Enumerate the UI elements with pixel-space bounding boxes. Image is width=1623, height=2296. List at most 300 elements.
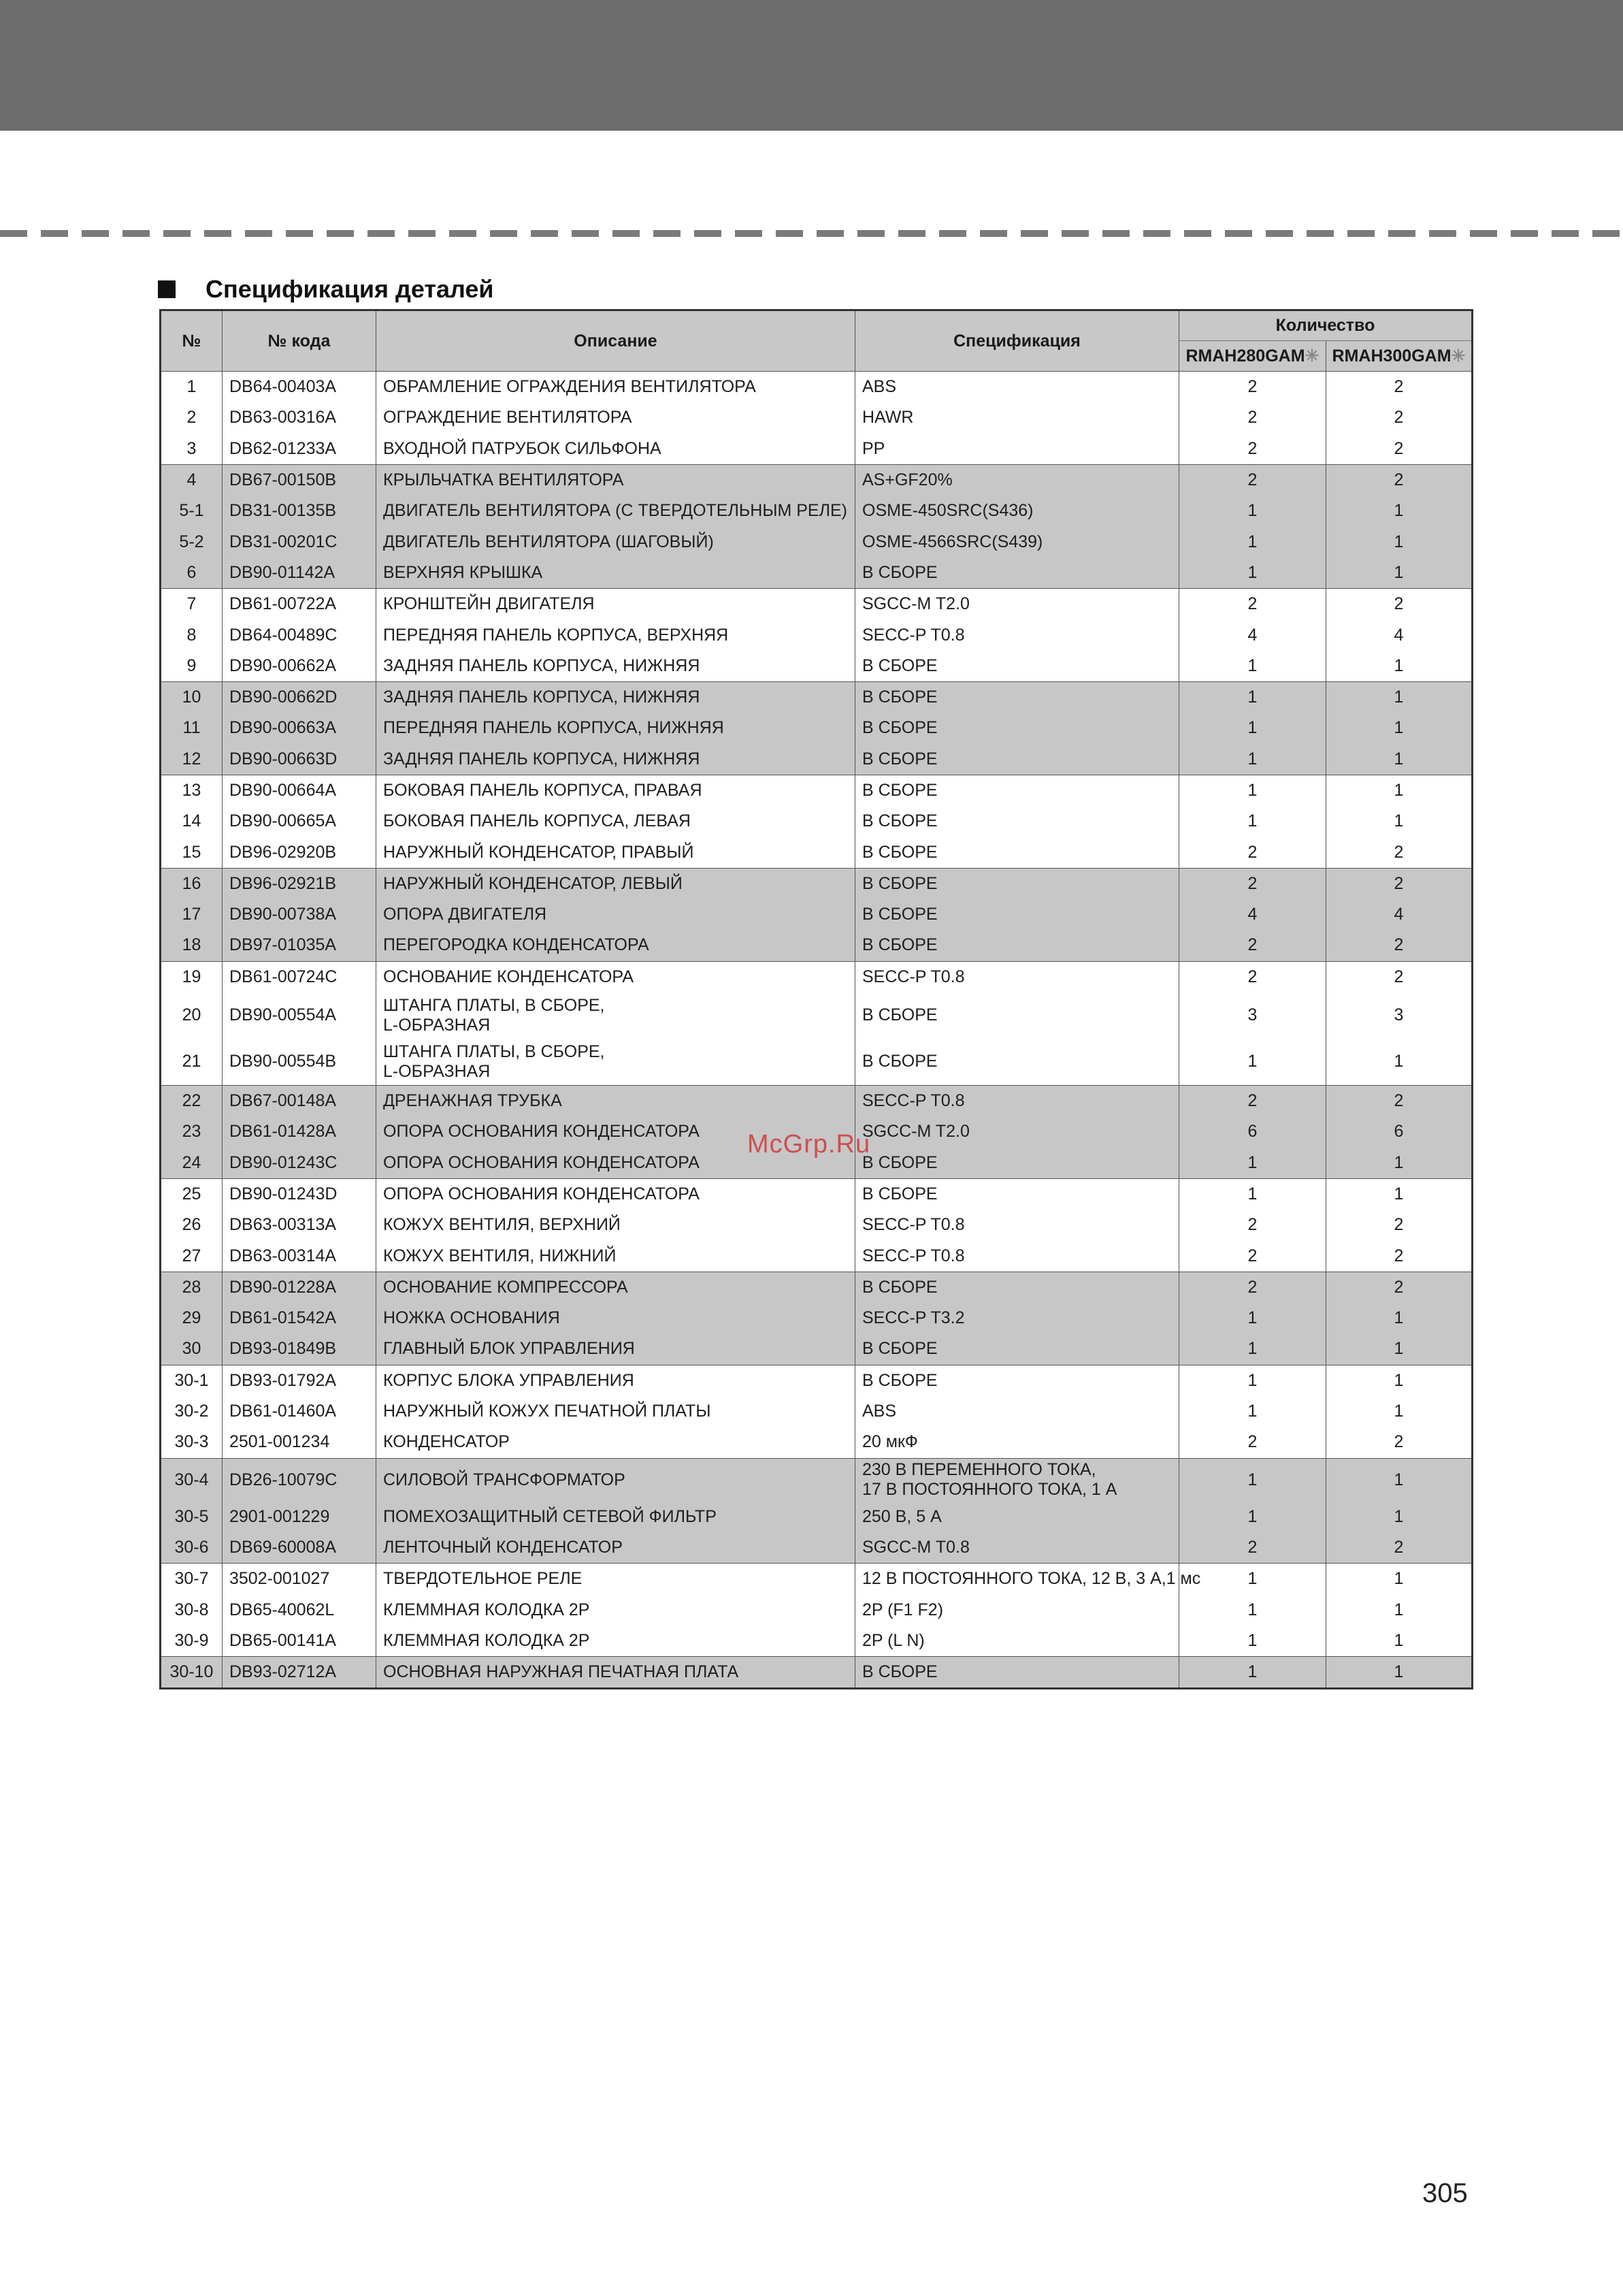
cell-specification <box>855 619 1179 650</box>
header-model-rmah280gam: RMAH280GAM✳ <box>1179 341 1326 372</box>
cell-no: 30-4 <box>161 1458 223 1502</box>
cell-specification <box>855 1396 1179 1427</box>
table-row <box>161 1502 1473 1532</box>
cell-no: 21 <box>161 1039 223 1086</box>
description-line: КЛЕММНАЯ КОЛОДКА 2P <box>383 1630 590 1650</box>
table-row <box>161 1240 1473 1272</box>
cell-qty-rmah300gam: 2 <box>1326 837 1473 868</box>
cell-no: 30-8 <box>161 1594 223 1625</box>
specification-line: В СБОРЕ <box>862 562 938 582</box>
description-line: ОГРАЖДЕНИЕ ВЕНТИЛЯТОРА <box>383 408 632 427</box>
specification-line: В СБОРЕ <box>862 656 938 675</box>
cell-description <box>376 402 855 433</box>
cell-qty-rmah280gam: 1 <box>1179 1333 1326 1365</box>
cell-code: DB93-02712A <box>223 1656 376 1688</box>
specification-line: ABS <box>862 377 897 397</box>
cell-code: DB93-01792A <box>223 1365 376 1396</box>
cell-specification <box>855 1240 1179 1272</box>
description-line: БОКОВАЯ ПАНЕЛЬ КОРПУСА, ЛЕВАЯ <box>383 811 691 831</box>
cell-specification <box>855 713 1179 743</box>
cell-description <box>376 1396 855 1427</box>
specification-line: AS+GF20% <box>862 470 953 490</box>
cell-description <box>376 1039 855 1086</box>
cell-no: 29 <box>161 1303 223 1333</box>
cell-qty-rmah280gam: 2 <box>1179 1272 1326 1303</box>
cell-no: 16 <box>161 868 223 899</box>
table-row <box>161 681 1473 713</box>
specification-line: PP <box>862 438 885 458</box>
description-line: КОЖУХ ВЕНТИЛЯ, НИЖНИЙ <box>383 1246 617 1265</box>
cell-description <box>376 961 855 992</box>
cell-specification <box>855 868 1179 899</box>
cell-specification <box>855 806 1179 837</box>
cell-description <box>376 930 855 961</box>
cell-no: 6 <box>161 557 223 589</box>
cell-qty-rmah300gam: 1 <box>1326 1039 1473 1086</box>
cell-no: 30-3 <box>161 1427 223 1458</box>
cell-qty-rmah280gam: 1 <box>1179 775 1326 806</box>
cell-code: DB67-00150B <box>223 464 376 496</box>
cell-specification <box>855 589 1179 620</box>
description-line: ПЕРЕДНЯЯ ПАНЕЛЬ КОРПУСА, НИЖНЯЯ <box>383 718 724 738</box>
cell-qty-rmah300gam: 1 <box>1326 744 1473 775</box>
description-line: ДВИГАТЕЛЬ ВЕНТИЛЯТОРА (С ТВЕРДОТЕЛЬНЫМ РЕЛЕ) <box>383 501 847 521</box>
table-row <box>161 1564 1473 1595</box>
cell-no: 17 <box>161 899 223 930</box>
cell-qty-rmah280gam: 1 <box>1179 557 1326 589</box>
cell-no: 30-7 <box>161 1564 223 1595</box>
cell-no: 9 <box>161 651 223 682</box>
cell-no: 30-2 <box>161 1396 223 1427</box>
description-line: ОСНОВАНИЕ КОНДЕНСАТОРА <box>383 967 634 986</box>
cell-description <box>376 1303 855 1333</box>
cell-specification <box>855 402 1179 433</box>
cell-specification <box>855 1303 1179 1333</box>
specification-line: В СБОРЕ <box>862 749 938 769</box>
cell-qty-rmah300gam: 2 <box>1326 464 1473 496</box>
asterisk-mark-icon: ✳ <box>1305 346 1319 366</box>
cell-code: 2501-001234 <box>223 1427 376 1458</box>
cell-code: DB90-01228A <box>223 1272 376 1303</box>
cell-qty-rmah280gam: 4 <box>1179 899 1326 930</box>
description-line: КОРПУС БЛОКА УПРАВЛЕНИЯ <box>383 1370 634 1390</box>
cell-qty-rmah300gam: 2 <box>1326 434 1473 465</box>
cell-specification <box>855 1178 1179 1210</box>
cell-description <box>376 806 855 837</box>
table-row <box>161 1458 1473 1502</box>
cell-qty-rmah300gam: 3 <box>1326 992 1473 1039</box>
cell-description <box>376 372 855 403</box>
cell-code: DB61-01428A <box>223 1116 376 1147</box>
description-line: НАРУЖНЫЙ КОНДЕНСАТОР, ПРАВЫЙ <box>383 842 694 862</box>
cell-no: 1 <box>161 372 223 403</box>
cell-qty-rmah280gam: 1 <box>1179 1564 1326 1595</box>
cell-description <box>376 1532 855 1564</box>
cell-no: 26 <box>161 1210 223 1240</box>
cell-qty-rmah300gam: 1 <box>1326 1594 1473 1625</box>
specification-line: В СБОРЕ <box>862 1005 938 1025</box>
cell-description <box>376 1564 855 1595</box>
cell-qty-rmah280gam: 1 <box>1179 1303 1326 1333</box>
description-line: ПЕРЕДНЯЯ ПАНЕЛЬ КОРПУСА, ВЕРХНЯЯ <box>383 625 729 645</box>
cell-qty-rmah280gam: 2 <box>1179 372 1326 403</box>
table-row <box>161 1365 1473 1396</box>
specification-line: OSME-450SRC(S436) <box>862 501 1034 521</box>
cell-qty-rmah280gam: 1 <box>1179 681 1326 713</box>
cell-code: 3502-001027 <box>223 1564 376 1595</box>
cell-qty-rmah300gam: 1 <box>1326 806 1473 837</box>
cell-no: 25 <box>161 1178 223 1210</box>
header-quantity: Количество <box>1179 310 1473 341</box>
cell-qty-rmah280gam: 1 <box>1179 1148 1326 1179</box>
specification-line: ABS <box>862 1402 897 1421</box>
cell-description <box>376 1626 855 1657</box>
cell-qty-rmah280gam: 1 <box>1179 806 1326 837</box>
cell-specification <box>855 1502 1179 1532</box>
cell-qty-rmah280gam: 2 <box>1179 402 1326 433</box>
cell-qty-rmah300gam: 1 <box>1326 1502 1473 1532</box>
description-line: ПОМЕХОЗАЩИТНЫЙ СЕТЕВОЙ ФИЛЬТР <box>383 1506 717 1526</box>
cell-qty-rmah300gam: 1 <box>1326 557 1473 589</box>
cell-qty-rmah280gam: 2 <box>1179 589 1326 620</box>
table-row <box>161 496 1473 526</box>
cell-no: 8 <box>161 619 223 650</box>
description-line: ДВИГАТЕЛЬ ВЕНТИЛЯТОРА (ШАГОВЫЙ) <box>383 532 714 551</box>
cell-description <box>376 744 855 775</box>
specification-line: В СБОРЕ <box>862 1339 938 1359</box>
cell-specification <box>855 1532 1179 1564</box>
cell-description <box>376 464 855 496</box>
cell-specification <box>855 1656 1179 1688</box>
table-row <box>161 1085 1473 1116</box>
cell-description <box>376 1333 855 1365</box>
cell-qty-rmah300gam: 2 <box>1326 1240 1473 1272</box>
cell-code: DB65-00141A <box>223 1626 376 1657</box>
cell-code: DB61-01460A <box>223 1396 376 1427</box>
cell-description <box>376 1594 855 1625</box>
cell-specification <box>855 1427 1179 1458</box>
header-no: № <box>161 310 223 372</box>
cell-qty-rmah280gam: 1 <box>1179 651 1326 682</box>
cell-qty-rmah300gam: 1 <box>1326 496 1473 526</box>
cell-qty-rmah300gam: 1 <box>1326 1365 1473 1396</box>
table-row <box>161 1039 1473 1086</box>
description-line: ОПОРА ОСНОВАНИЯ КОНДЕНСАТОРА <box>383 1184 700 1203</box>
cell-code: DB93-01849B <box>223 1333 376 1365</box>
table-row <box>161 806 1473 837</box>
black-square-bullet-icon <box>158 280 176 298</box>
cell-qty-rmah280gam: 1 <box>1179 1178 1326 1210</box>
cell-specification <box>855 1272 1179 1303</box>
cell-code: DB90-00738A <box>223 899 376 930</box>
cell-qty-rmah300gam: 4 <box>1326 899 1473 930</box>
cell-no: 24 <box>161 1148 223 1179</box>
cell-specification <box>855 526 1179 557</box>
cell-qty-rmah280gam: 2 <box>1179 1240 1326 1272</box>
cell-specification <box>855 775 1179 806</box>
table-row <box>161 1396 1473 1427</box>
cell-qty-rmah300gam: 2 <box>1326 1427 1473 1458</box>
cell-code: DB90-00662D <box>223 681 376 713</box>
specification-line: SECC-P T0.8 <box>862 1246 965 1265</box>
description-line: ЛЕНТОЧНЫЙ КОНДЕНСАТОР <box>383 1537 623 1557</box>
cell-specification <box>855 837 1179 868</box>
cell-qty-rmah280gam: 2 <box>1179 1210 1326 1240</box>
cell-specification <box>855 1333 1179 1365</box>
table-row <box>161 1532 1473 1564</box>
table-row <box>161 1427 1473 1458</box>
cell-code: DB90-01142A <box>223 557 376 589</box>
specification-line: SECC-P T0.8 <box>862 1091 965 1111</box>
cell-qty-rmah280gam: 2 <box>1179 1427 1326 1458</box>
table-row <box>161 464 1473 496</box>
header-description: Описание <box>376 310 855 372</box>
description-line: НОЖКА ОСНОВАНИЯ <box>383 1308 560 1328</box>
cell-description <box>376 651 855 682</box>
cell-no: 3 <box>161 434 223 465</box>
specification-line: SECC-P T0.8 <box>862 967 965 986</box>
cell-no: 23 <box>161 1116 223 1147</box>
table-row <box>161 961 1473 992</box>
cell-description <box>376 868 855 899</box>
table-row <box>161 434 1473 465</box>
cell-qty-rmah300gam: 1 <box>1326 713 1473 743</box>
cell-no: 18 <box>161 930 223 961</box>
cell-code: DB90-00663D <box>223 744 376 775</box>
table-row <box>161 526 1473 557</box>
table-row <box>161 1333 1473 1365</box>
cell-description <box>376 1272 855 1303</box>
specification-line: OSME-4566SRC(S439) <box>862 532 1043 551</box>
description-line: L-ОБРАЗНАЯ <box>383 1061 491 1081</box>
cell-qty-rmah300gam: 1 <box>1326 1396 1473 1427</box>
parts-table-body <box>161 372 1473 1689</box>
cell-no: 12 <box>161 744 223 775</box>
cell-qty-rmah300gam: 2 <box>1326 1272 1473 1303</box>
table-row <box>161 868 1473 899</box>
table-row <box>161 930 1473 961</box>
cell-specification <box>855 1116 1179 1147</box>
cell-qty-rmah300gam: 2 <box>1326 402 1473 433</box>
cell-qty-rmah300gam: 2 <box>1326 372 1473 403</box>
description-line: ОПОРА ОСНОВАНИЯ КОНДЕНСАТОРА <box>383 1122 700 1142</box>
cell-description <box>376 1178 855 1210</box>
cell-qty-rmah280gam: 1 <box>1179 1396 1326 1427</box>
cell-no: 2 <box>161 402 223 433</box>
cell-code: DB62-01233A <box>223 434 376 465</box>
cell-specification <box>855 1148 1179 1179</box>
cell-no: 30-10 <box>161 1656 223 1688</box>
cell-code: DB64-00403A <box>223 372 376 403</box>
cell-description <box>376 1365 855 1396</box>
cell-qty-rmah280gam: 1 <box>1179 744 1326 775</box>
cell-specification <box>855 1085 1179 1116</box>
cell-qty-rmah280gam: 2 <box>1179 1085 1326 1116</box>
cell-code: DB63-00313A <box>223 1210 376 1240</box>
specification-line: SGCC-M T2.0 <box>862 1122 970 1142</box>
cell-qty-rmah280gam: 1 <box>1179 713 1326 743</box>
table-row <box>161 1594 1473 1625</box>
table-row <box>161 713 1473 743</box>
cell-code: DB61-01542A <box>223 1303 376 1333</box>
cell-code: DB90-00554A <box>223 992 376 1039</box>
cell-description <box>376 434 855 465</box>
section-heading <box>158 272 494 306</box>
cell-qty-rmah280gam: 2 <box>1179 868 1326 899</box>
cell-qty-rmah280gam: 1 <box>1179 1656 1326 1688</box>
description-line: ТВЕРДОТЕЛЬНОЕ РЕЛЕ <box>383 1569 583 1589</box>
cell-specification <box>855 930 1179 961</box>
cell-qty-rmah300gam: 1 <box>1326 1148 1473 1179</box>
cell-code: DB63-00316A <box>223 402 376 433</box>
cell-code: DB61-00724C <box>223 961 376 992</box>
cell-qty-rmah300gam: 2 <box>1326 930 1473 961</box>
cell-description <box>376 619 855 650</box>
specification-line: В СБОРЕ <box>862 781 938 800</box>
table-row <box>161 1626 1473 1657</box>
cell-qty-rmah300gam: 1 <box>1326 681 1473 713</box>
cell-qty-rmah280gam: 1 <box>1179 1365 1326 1396</box>
specification-line: SGCC-M T2.0 <box>862 594 970 614</box>
cell-no: 7 <box>161 589 223 620</box>
cell-no: 30 <box>161 1333 223 1365</box>
description-line: ГЛАВНЫЙ БЛОК УПРАВЛЕНИЯ <box>383 1339 635 1359</box>
section-title: Спецификация деталей <box>206 275 494 303</box>
cell-qty-rmah300gam: 4 <box>1326 619 1473 650</box>
cell-specification <box>855 557 1179 589</box>
specification-line: SECC-P T0.8 <box>862 625 965 645</box>
cell-description <box>376 1458 855 1502</box>
description-line: НАРУЖНЫЙ КОНДЕНСАТОР, ЛЕВЫЙ <box>383 873 683 893</box>
cell-no: 14 <box>161 806 223 837</box>
specification-line: В СБОРЕ <box>862 1152 938 1172</box>
table-row <box>161 775 1473 806</box>
specification-line: SGCC-M T0.8 <box>862 1537 970 1557</box>
description-line: БОКОВАЯ ПАНЕЛЬ КОРПУСА, ПРАВАЯ <box>383 781 702 800</box>
cell-code: DB90-01243D <box>223 1178 376 1210</box>
description-line: КРЫЛЬЧАТКА ВЕНТИЛЯТОРА <box>383 470 624 490</box>
cell-no: 28 <box>161 1272 223 1303</box>
cell-specification <box>855 496 1179 526</box>
cell-qty-rmah280gam: 6 <box>1179 1116 1326 1147</box>
table-row <box>161 837 1473 868</box>
specification-line: В СБОРЕ <box>862 873 938 893</box>
cell-qty-rmah300gam: 2 <box>1326 1210 1473 1240</box>
cell-code: DB90-00663A <box>223 713 376 743</box>
cell-specification <box>855 434 1179 465</box>
specification-line: В СБОРЕ <box>862 688 938 707</box>
cell-description <box>376 526 855 557</box>
cell-qty-rmah280gam: 3 <box>1179 992 1326 1039</box>
cell-qty-rmah300gam: 2 <box>1326 1532 1473 1564</box>
cell-code: DB69-60008A <box>223 1532 376 1564</box>
cell-description <box>376 992 855 1039</box>
cell-specification <box>855 651 1179 682</box>
description-line: КОЖУХ ВЕНТИЛЯ, ВЕРХНИЙ <box>383 1215 621 1235</box>
table-row <box>161 1656 1473 1688</box>
cell-no: 10 <box>161 681 223 713</box>
specification-line: В СБОРЕ <box>862 1370 938 1390</box>
cell-description <box>376 899 855 930</box>
description-line: СИЛОВОЙ ТРАНСФОРМАТОР <box>383 1470 625 1489</box>
cell-description <box>376 713 855 743</box>
specification-line: 17 В ПОСТОЯННОГО ТОКА, 1 А <box>862 1480 1117 1499</box>
specification-line: В СБОРЕ <box>862 905 938 924</box>
cell-qty-rmah300gam: 2 <box>1326 961 1473 992</box>
specification-line: SECC-P T0.8 <box>862 1215 965 1235</box>
cell-description <box>376 1656 855 1688</box>
table-row <box>161 1210 1473 1240</box>
cell-code: DB96-02921B <box>223 868 376 899</box>
description-line: ВЕРХНЯЯ КРЫШКА <box>383 562 543 582</box>
cell-qty-rmah300gam: 1 <box>1326 651 1473 682</box>
cell-no: 5-2 <box>161 526 223 557</box>
cell-description <box>376 1210 855 1240</box>
table-row <box>161 1178 1473 1210</box>
cell-specification <box>855 464 1179 496</box>
specification-line: В СБОРЕ <box>862 1277 938 1297</box>
cell-qty-rmah280gam: 2 <box>1179 464 1326 496</box>
specification-line: SECC-P T3.2 <box>862 1308 965 1328</box>
cell-code: DB67-00148A <box>223 1085 376 1116</box>
description-line: ЗАДНЯЯ ПАНЕЛЬ КОРПУСА, НИЖНЯЯ <box>383 749 700 769</box>
cell-qty-rmah280gam: 1 <box>1179 496 1326 526</box>
specification-line: В СБОРЕ <box>862 1662 938 1682</box>
cell-description <box>376 496 855 526</box>
cell-specification <box>855 1594 1179 1625</box>
specification-line: 20 мкФ <box>862 1432 918 1452</box>
specification-line: 2P (F1 F2) <box>862 1600 944 1619</box>
specification-line: 12 В ПОСТОЯННОГО ТОКА, 12 В, 3 А,1 мс <box>862 1569 1201 1589</box>
table-row <box>161 899 1473 930</box>
cell-no: 15 <box>161 837 223 868</box>
page-number: 305 <box>1422 2178 1468 2208</box>
description-line: ОПОРА ДВИГАТЕЛЯ <box>383 905 547 924</box>
cell-code: 2901-001229 <box>223 1502 376 1532</box>
specification-line: HAWR <box>862 408 914 427</box>
description-line: ОСНОВАНИЕ КОМПРЕССОРА <box>383 1277 628 1297</box>
cell-no: 4 <box>161 464 223 496</box>
cell-specification <box>855 1564 1201 1595</box>
description-line: КОНДЕНСАТОР <box>383 1432 510 1452</box>
cell-code: DB97-01035A <box>223 930 376 961</box>
cell-code: DB61-00722A <box>223 589 376 620</box>
cell-code: DB90-00665A <box>223 806 376 837</box>
description-line: ЗАДНЯЯ ПАНЕЛЬ КОРПУСА, НИЖНЯЯ <box>383 688 700 707</box>
header-specification: Спецификация <box>855 310 1179 372</box>
cell-qty-rmah300gam: 1 <box>1326 1333 1473 1365</box>
specification-line: В СБОРЕ <box>862 935 938 955</box>
cell-description <box>376 1427 855 1458</box>
cell-qty-rmah300gam: 6 <box>1326 1116 1473 1147</box>
cell-no: 27 <box>161 1240 223 1272</box>
description-line: КЛЕММНАЯ КОЛОДКА 2P <box>383 1600 590 1619</box>
cell-qty-rmah300gam: 1 <box>1326 1564 1473 1595</box>
table-row <box>161 589 1473 620</box>
cell-specification <box>855 961 1179 992</box>
cell-no: 11 <box>161 713 223 743</box>
table-row <box>161 402 1473 433</box>
cell-code: DB90-01243C <box>223 1148 376 1179</box>
description-line: ОПОРА ОСНОВАНИЯ КОНДЕНСАТОРА <box>383 1152 700 1172</box>
specification-line: В СБОРЕ <box>862 1052 938 1071</box>
description-line: ОСНОВНАЯ НАРУЖНАЯ ПЕЧАТНАЯ ПЛАТА <box>383 1662 739 1682</box>
cell-specification <box>855 899 1179 930</box>
cell-qty-rmah300gam: 1 <box>1326 1656 1473 1688</box>
cell-qty-rmah280gam: 2 <box>1179 837 1326 868</box>
cell-qty-rmah300gam: 1 <box>1326 1178 1473 1210</box>
asterisk-mark-icon: ✳ <box>1451 346 1466 366</box>
